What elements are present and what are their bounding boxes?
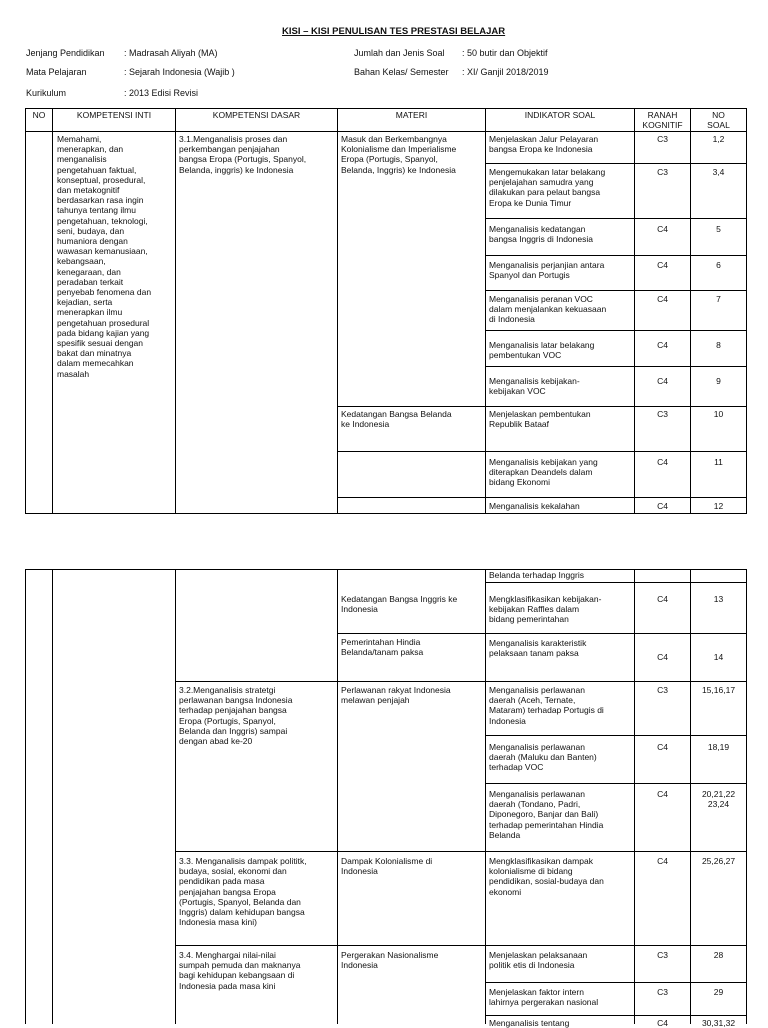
ranah-cell: C3 <box>657 950 668 960</box>
indikator-cell: Menganalisis perlawanan daerah (Aceh, Ternate, Mataram) terhadap Portugis di Indonesia <box>489 685 604 726</box>
materi-cell: Kedatangan Bangsa Inggris ke Indonesia <box>341 594 458 615</box>
no-soal-cell: 30,31,32 <box>701 1018 736 1028</box>
bahan-value: : XI/ Ganjil 2018/2019 <box>462 67 549 77</box>
no-soal-cell: 9 <box>716 376 721 386</box>
no-soal-cell: 11 <box>714 457 723 467</box>
header-no-soal: NO SOAL <box>707 110 730 130</box>
no-soal-cell: 15,16,17 <box>701 685 736 695</box>
header-ranah-kognitif: RANAH KOGNITIF <box>642 110 683 130</box>
no-soal-cell: 14 <box>713 652 724 662</box>
indikator-cell: Menjelaskan Jalur Pelayaran bangsa Eropa ke Indonesia <box>489 134 599 155</box>
ranah-cell: C4 <box>657 340 668 350</box>
jumlah-label: Jumlah dan Jenis Soal <box>354 48 445 58</box>
ranah-cell: C4 <box>657 294 668 304</box>
continued-indikator-text: Belanda terhadap Inggris <box>489 570 584 580</box>
kompetensi-inti-text: Memahami, menerapkan, dan menganalisis pengetahuan faktual, konseptual, prosedural, dan metakognitif berdasarkan rasa ingin tahunya tentang ilmu pengetahuan, teknologi, seni, budaya, dan humaniora dengan wawasan kemanusiaan, kebangsaan, kenegaraan, dan peradaban terkait penyebab fenomena dan kejadian, serta menerapkan ilmu pengetahuan prosedural pada bidang kajian yang spesifik sesuai dengan bakat dan minatnya dalam memecahkan masalah <box>57 134 152 379</box>
no-soal-cell: 25,26,27 <box>701 856 736 866</box>
header-indikator-soal: INDIKATOR SOAL <box>524 110 596 120</box>
indikator-cell: Mengklasifikasikan kebijakan- kebijakan Raffles dalam bidang pemerintahan <box>489 594 602 625</box>
kompetensi-dasar-3-1: 3.1.Menganalisis proses dan perkembangan penjajahan bangsa Eropa (Portugis, Spanyol, Belanda, inggris) ke Indonesia <box>179 134 307 175</box>
header-kompetensi-inti: KOMPETENSI INTI <box>76 110 152 120</box>
ranah-cell: C4 <box>657 652 668 662</box>
ranah-cell: C4 <box>657 742 668 752</box>
ranah-cell: C4 <box>657 856 668 866</box>
kurikulum-value: : 2013 Edisi Revisi <box>124 88 199 98</box>
jumlah-value: : 50 butir dan Objektif <box>462 48 548 58</box>
ranah-cell: C4 <box>657 1018 668 1028</box>
no-soal-cell: 7 <box>716 294 721 304</box>
no-soal-cell: 10 <box>713 409 724 419</box>
ranah-cell: C4 <box>657 457 668 467</box>
ranah-cell: C4 <box>657 789 668 799</box>
no-soal-cell: 12 <box>713 501 724 511</box>
materi-cell: Pemerintahan Hindia Belanda/tanam paksa <box>341 637 424 658</box>
header-materi: MATERI <box>395 110 428 120</box>
materi-cell: Kedatangan Bangsa Belanda ke Indonesia <box>341 409 452 430</box>
jenjang-value: : Madrasah Aliyah (MA) <box>124 48 218 58</box>
no-soal-cell: 8 <box>716 340 721 350</box>
indikator-cell: Menganalisis peranan VOC dalam menjalankan kekuasaan di Indonesia <box>489 294 607 325</box>
mapel-label: Mata Pelajaran <box>26 67 87 77</box>
indikator-cell: Menganalisis kedatangan bangsa Inggris di Indonesia <box>489 224 593 245</box>
kompetensi-dasar-3-2: 3.2.Menganalisis stratetgi perlawanan bangsa Indonesia terhadap penjajahan bangsa Eropa (Portugis, Spanyol, Belanda dan Inggris) sampai dengan abad ke-20 <box>179 685 293 747</box>
materi-cell: Masuk dan Berkembangnya Kolonialisme dan Imperialisme Eropa (Portugis, Spanyol, Belanda, Inggris) ke Indonesia <box>341 134 457 175</box>
ranah-cell: C4 <box>657 260 668 270</box>
indikator-cell: Menganalisis tentang <box>489 1018 570 1028</box>
indikator-cell: Menganalisis perlawanan daerah (Maluku dan Banten) terhadap VOC <box>489 742 597 773</box>
indikator-cell: Menganalisis karakteristik pelaksaan tanam paksa <box>489 638 587 659</box>
indikator-cell: Menganalisis kekalahan <box>489 501 580 511</box>
kompetensi-dasar-3-3: 3.3. Menganalisis dampak polititk, budaya, sosial, ekonomi dan pendidikan pada masa penjajahan bangsa Eropa (Portugis, Spanyol, Belanda dan Inggris) dalam kehidupan bangsa Indonesia masa kini) <box>179 856 307 928</box>
no-soal-cell: 6 <box>716 260 721 270</box>
kompetensi-dasar-3-4: 3.4. Menghargai nilai-nilai sumpah pemuda dan maknanya bagi kehidupan kebangsaan di Indonesia pada masa kini <box>179 950 301 991</box>
header-kompetensi-dasar: KOMPETENSI DASAR <box>212 110 301 120</box>
header-no: NO <box>32 110 46 120</box>
no-soal-cell: 13 <box>713 594 724 604</box>
no-soal-cell: 1,2 <box>712 134 725 144</box>
materi-cell: Dampak Kolonialisme di Indonesia <box>341 856 433 877</box>
ranah-cell: C4 <box>657 594 668 604</box>
no-soal-cell: 28 <box>713 950 724 960</box>
indikator-cell: Mengemukakan latar belakang penjelajahan samudra yang dilakukan para pelaut bangsa Eropa ke Dunia Timur <box>489 167 606 208</box>
indikator-cell: Menganalisis perjanjian antara Spanyol dan Portugis <box>489 260 605 281</box>
no-soal-cell: 18,19 <box>707 742 730 752</box>
indikator-cell: Menjelaskan pelaksanaan politik etis di Indonesia <box>489 950 588 971</box>
no-soal-cell: 3,4 <box>712 167 725 177</box>
indikator-cell: Menganalisis perlawanan daerah (Tondano, Padri, Diponegoro, Banjar dan Bali) terhadap pemerintahan Hindia Belanda <box>489 789 604 840</box>
ranah-cell: C3 <box>657 409 668 419</box>
ranah-cell: C4 <box>657 224 668 234</box>
indikator-cell: Mengklasifikasikan dampak kolonialisme di bidang pendidikan, sosial-budaya dan ekonomi <box>489 856 604 897</box>
document-title: KISI – KISI PENULISAN TES PRESTASI BELAJAR <box>282 26 506 37</box>
ranah-cell: C3 <box>657 134 668 144</box>
indikator-cell: Menganalisis kebijakan- kebijakan VOC <box>489 376 580 397</box>
indikator-cell: Menjelaskan pembentukan Republik Bataaf <box>489 409 591 430</box>
ranah-cell: C3 <box>657 167 668 177</box>
ranah-cell: C4 <box>657 376 668 386</box>
no-soal-cell: 29 <box>713 987 724 997</box>
jenjang-label: Jenjang Pendidikan <box>26 48 105 58</box>
ranah-cell: C3 <box>657 987 668 997</box>
bahan-label: Bahan Kelas/ Semester <box>354 67 449 77</box>
ranah-cell: C3 <box>657 685 668 695</box>
ranah-cell: C4 <box>657 501 668 511</box>
kurikulum-label: Kurikulum <box>26 88 67 98</box>
mapel-value: : Sejarah Indonesia (Wajib ) <box>124 67 235 77</box>
no-soal-cell: 5 <box>716 224 721 234</box>
no-soal-cell: 20,21,22 23,24 <box>701 789 736 810</box>
indikator-cell: Menganalisis kebijakan yang diterapkan Deandels dalam bidang Ekonomi <box>489 457 598 488</box>
indikator-cell: Menganalisis latar belakang pembentukan VOC <box>489 340 595 361</box>
materi-cell: Pergerakan Nasionalisme Indonesia <box>341 950 439 971</box>
materi-cell: Perlawanan rakyat Indonesia melawan penjajah <box>341 685 451 706</box>
indikator-cell: Menjelaskan faktor intern lahirnya pergerakan nasional <box>489 987 599 1008</box>
